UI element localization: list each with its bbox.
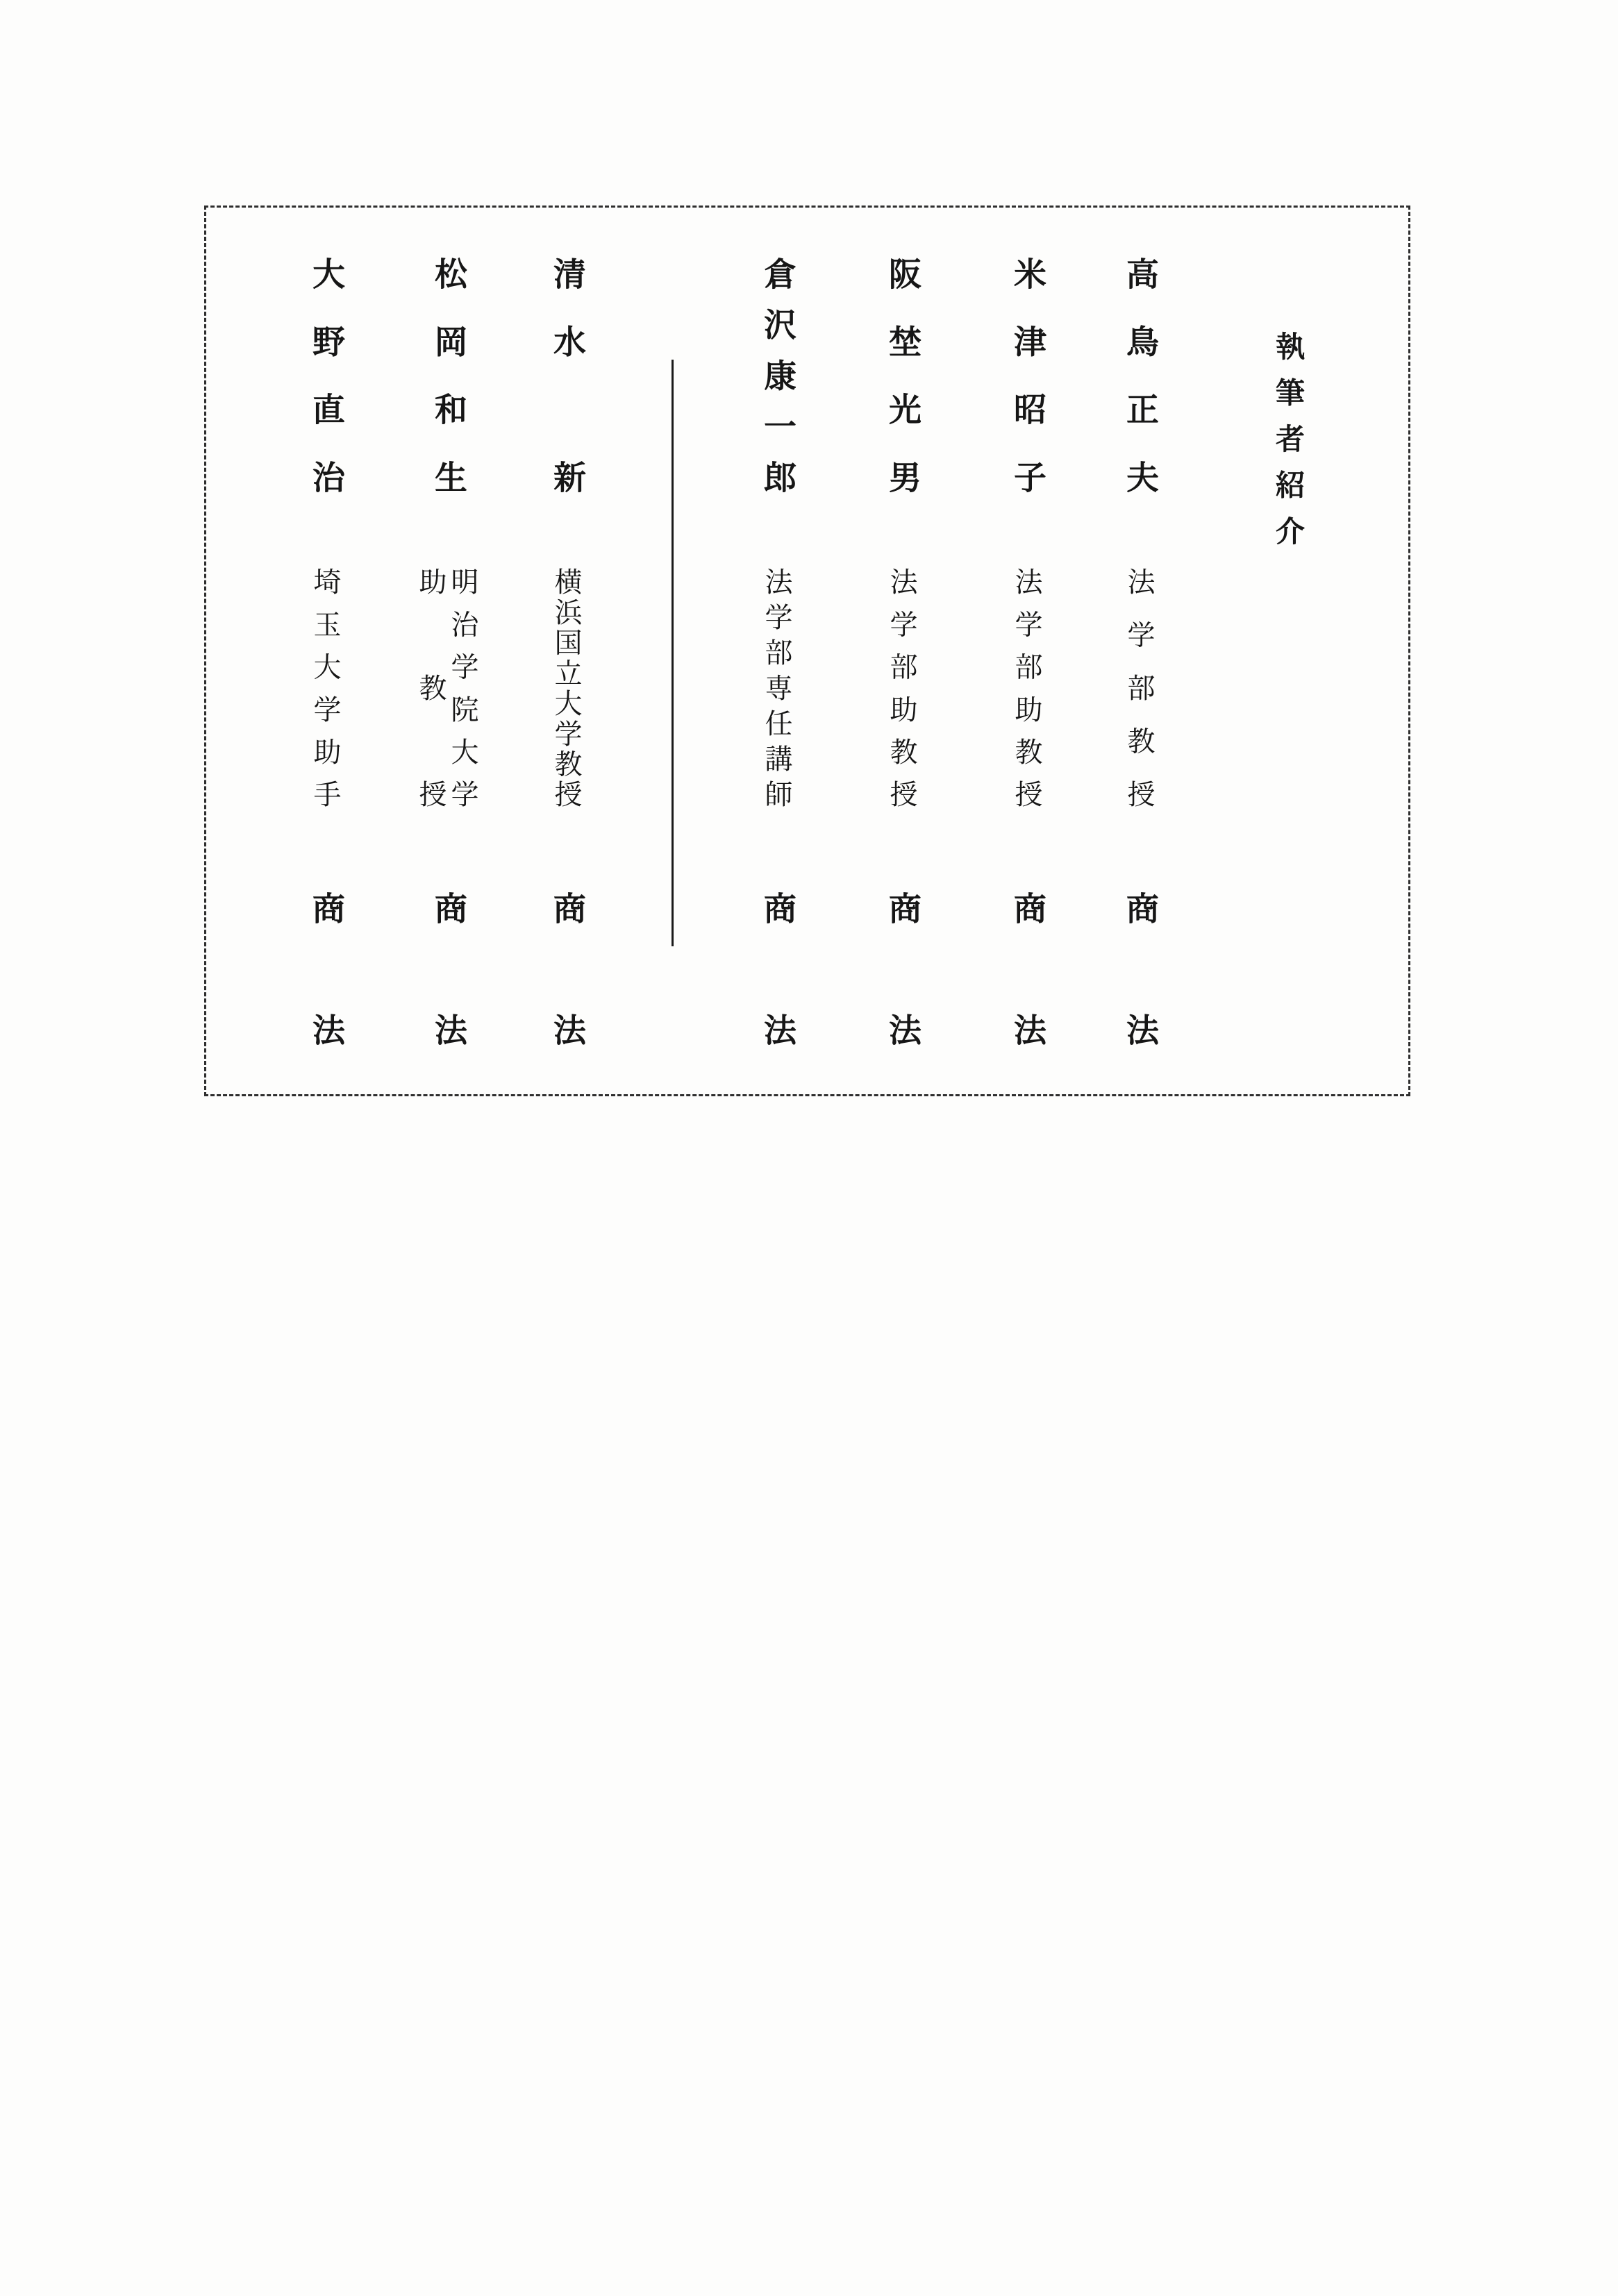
contributor-column	[309, 208, 342, 1094]
contributor-name: 阪埜光男	[884, 257, 920, 493]
contributor-subject: 商法	[549, 891, 585, 1046]
page-title: 執筆者紹介	[1271, 331, 1303, 545]
contributor-affiliation: 明治学院大学	[447, 567, 478, 807]
contributor-subject: 商法	[759, 891, 795, 1046]
contributor-column	[760, 208, 793, 1094]
contributor-affiliation: 法学部教授	[1124, 567, 1155, 807]
contributor-name: 大野直治	[308, 257, 344, 493]
contributor-subject: 商法	[430, 891, 466, 1046]
contributor-name: 高鳥正夫	[1121, 257, 1158, 493]
contributor-column	[1010, 208, 1043, 1094]
contributor-name: 松岡和生	[430, 257, 466, 493]
contributor-name: 清水 新	[549, 257, 585, 493]
contributor-name: 倉沢康一郎	[759, 257, 795, 493]
contributor-affiliation-title: 助教授	[415, 567, 447, 807]
contributor-column	[550, 208, 583, 1094]
contributor-column	[885, 208, 918, 1094]
contributor-affiliation: 横浜国立大学教授	[551, 567, 582, 807]
contributor-affiliation: 法学部助教授	[1011, 567, 1042, 807]
contributors-box	[204, 206, 1410, 1096]
contributor-subject: 商法	[884, 891, 920, 1046]
contributor-affiliation: 法学部助教授	[886, 567, 917, 807]
contributor-column	[1123, 208, 1156, 1094]
contributors-box-inner	[206, 208, 1408, 1094]
contributor-subject: 商法	[308, 891, 344, 1046]
contributor-affiliation: 法学部専任講師	[761, 567, 792, 807]
contributor-column	[415, 208, 478, 1094]
contributor-subject: 商法	[1009, 891, 1045, 1046]
section-divider	[672, 360, 674, 946]
contributor-affiliation: 埼玉大学助手	[310, 567, 341, 807]
contributor-name: 米津昭子	[1009, 257, 1045, 493]
contributor-subject: 商法	[1121, 891, 1158, 1046]
